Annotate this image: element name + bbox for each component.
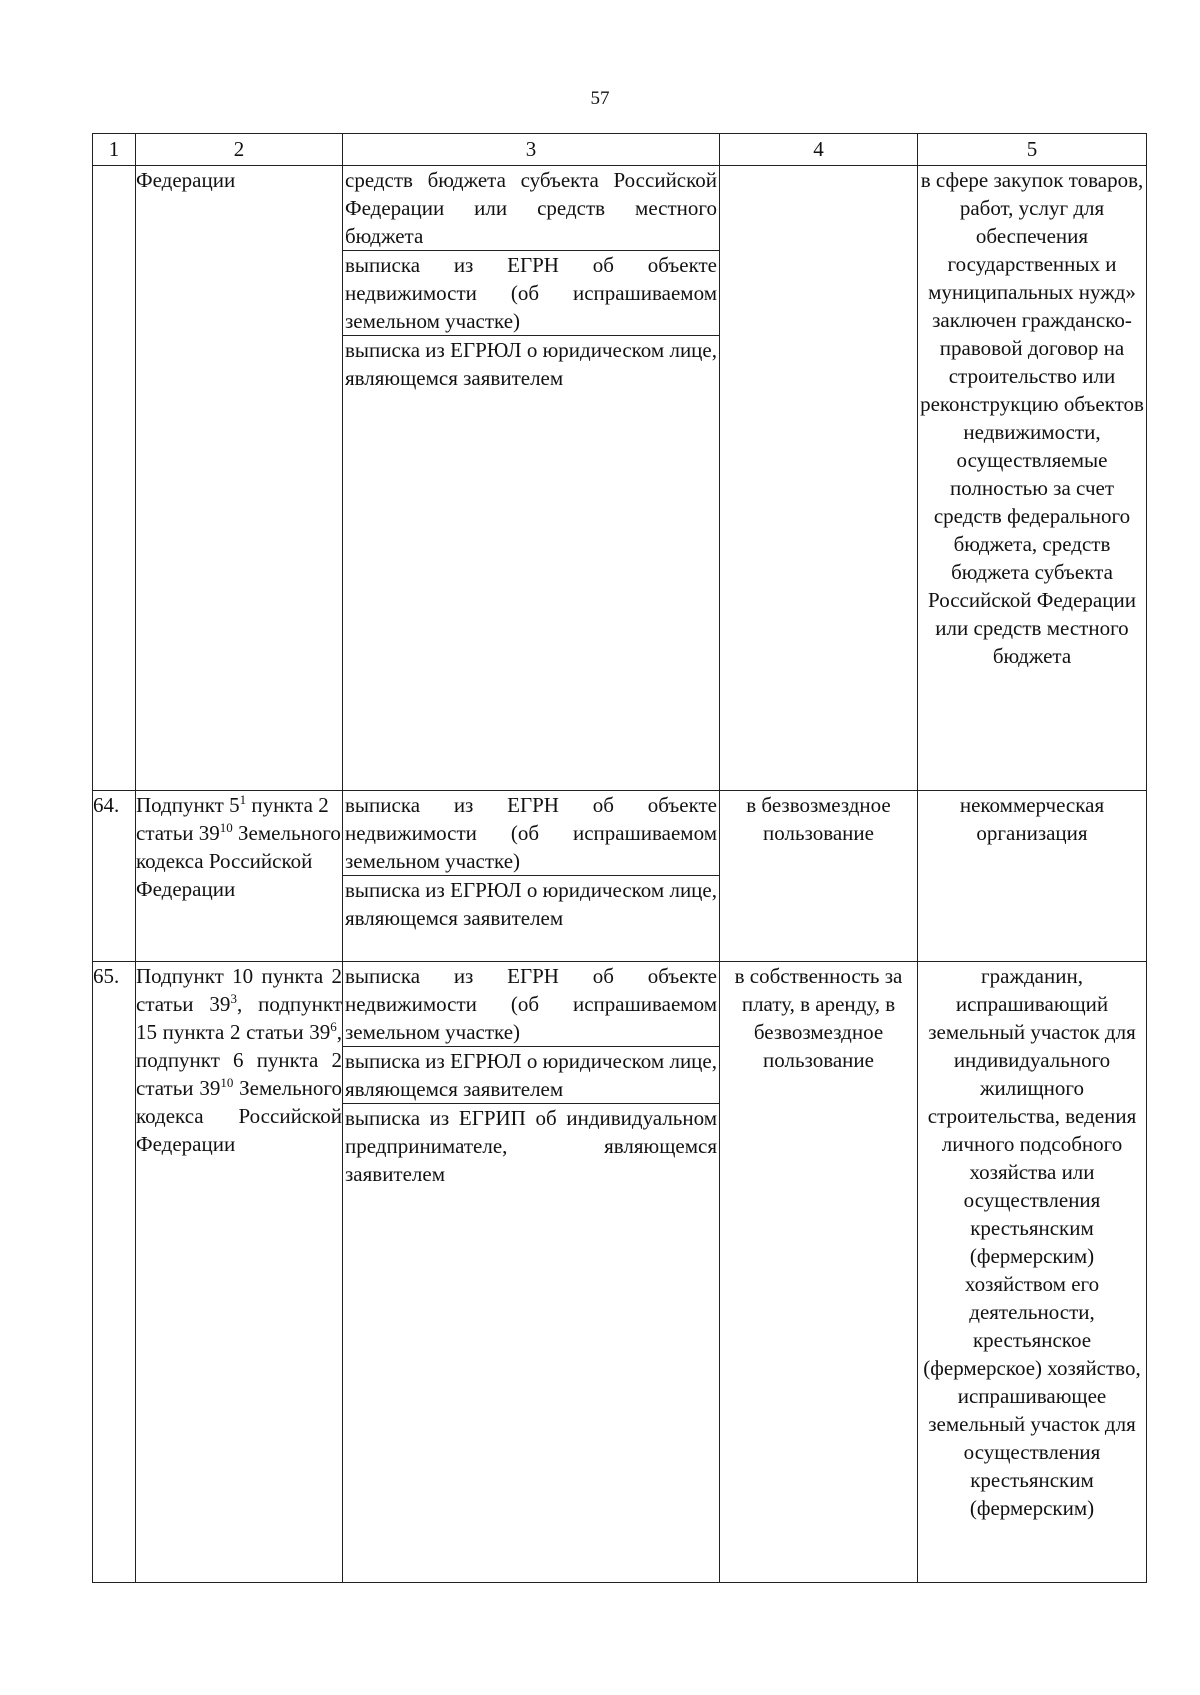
page-number: 57 bbox=[590, 88, 610, 109]
document-item: выписка из ЕГРН об объекте недвижимости (об испрашиваемом земельном участке) bbox=[343, 251, 719, 336]
row-number: 64. bbox=[93, 791, 136, 962]
legal-basis: Подпункт $5^1$ пункта 2 статьи $39^{10}$ Земельного кодекса Российской Федерации bbox=[136, 791, 343, 962]
table-row bbox=[93, 791, 1147, 962]
document-item: выписка из ЕГРЮЛ о юридическом лице, являющемся заявителем bbox=[345, 338, 717, 390]
column-header-3: 3 bbox=[343, 134, 720, 166]
document-item: выписка из ЕГРН об объекте недвижимости (об испрашиваемом земельном участке) bbox=[343, 791, 719, 876]
document-item: выписка из ЕГРЮЛ о юридическом лице, являющемся заявителем bbox=[345, 878, 717, 930]
row-number: 65. bbox=[93, 962, 136, 1583]
legal-basis: Подпункт 10 пункта 2 статьи $39^3$, подпункт 15 пункта 2 статьи $39^6$, подпункт 6 пункта 2 статьи $39^{10}$ Земельного кодекса Российской Федерации bbox=[136, 962, 343, 1583]
applicant-category: некоммерческая организация bbox=[918, 791, 1147, 962]
applicant-category: гражданин, испрашивающий земельный участок для индивидуального жилищного строительства, ведения личного подсобного хозяйства или осуществления крестьянским (фермерским) хозяйством его деятельности, крестьянское (фермерское) хозяйство, испрашивающее земельный участок для осуществления крестьянским (фермерским) bbox=[918, 962, 1147, 1583]
documents-cell bbox=[343, 791, 720, 962]
applicant-category: в сфере закупок товаров, работ, услуг для обеспечения государственных и муниципальных нужд» заключен гражданско-правовой договор на строительство или реконструкцию объектов недвижимости, осуществляемые полностью за счет средств федерального бюджета, средств бюджета субъекта Российской Федерации или средств местного бюджета bbox=[918, 166, 1147, 791]
row-number bbox=[93, 166, 136, 791]
document-item: выписка из ЕГРН об объекте недвижимости (об испрашиваемом земельном участке) bbox=[343, 962, 719, 1047]
legal-basis: Федерации bbox=[136, 166, 343, 791]
document-table bbox=[92, 133, 1147, 1583]
right-type bbox=[720, 166, 918, 791]
document-item: средств бюджета субъекта Российской Федерации или средств местного бюджета bbox=[343, 166, 719, 251]
column-header-2: 2 bbox=[136, 134, 343, 166]
document-item: выписка из ЕГРЮЛ о юридическом лице, являющемся заявителем bbox=[343, 1047, 719, 1104]
table-row bbox=[93, 962, 1147, 1583]
column-header-4: 4 bbox=[720, 134, 918, 166]
table-header-row bbox=[93, 134, 1147, 166]
documents-cell bbox=[343, 962, 720, 1583]
right-type: в безвозмездное пользование bbox=[720, 791, 918, 962]
documents-cell bbox=[343, 166, 720, 791]
table-row bbox=[93, 166, 1147, 791]
column-header-5: 5 bbox=[918, 134, 1147, 166]
column-header-1: 1 bbox=[93, 134, 136, 166]
document-item: выписка из ЕГРИП об индивидуальном предпринимателе, являющемся заявителем bbox=[345, 1106, 717, 1186]
right-type: в собственность за плату, в аренду, в безвозмездное пользование bbox=[720, 962, 918, 1583]
